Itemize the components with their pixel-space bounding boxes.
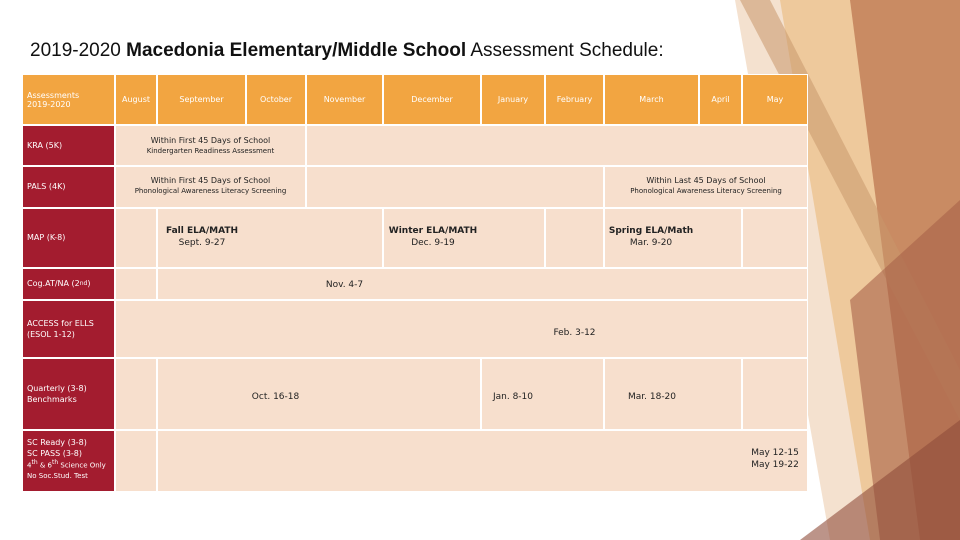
header-assessments: Assessments 2019-2020	[22, 74, 115, 125]
row-label-cogat: Cog.AT/NA (2 nd )	[22, 268, 115, 300]
header-october: October	[246, 74, 306, 125]
header-december: December	[383, 74, 481, 125]
pals-spring-text: Within Last 45 Days of School Phonological Awareness Literacy Screening	[630, 176, 782, 195]
scready-main-cell	[157, 430, 808, 492]
cogat-dates-text: Nov. 4-7	[325, 280, 364, 290]
quarterly-jan-text: Jan. 8-10	[492, 392, 534, 402]
cogat-main-cell	[157, 268, 808, 300]
row-label-scready: SC Ready (3-8) SC PASS (3-8) 4th & 6th Science Only No Soc.Stud. Test	[22, 430, 115, 492]
kra-nov-may-cell	[306, 125, 808, 166]
quarterly-fall-cell	[157, 358, 481, 430]
map-spring-text: Spring ELA/Math Mar. 9-20	[608, 226, 694, 249]
access-dates-text: Feb. 3-12	[553, 328, 596, 338]
map-fall-text: Fall ELA/MATH Sept. 9-27	[165, 226, 239, 249]
kra-window-text: Within First 45 Days of School Kindergarten Readiness Assessment	[146, 136, 275, 155]
pals-mid-cell	[306, 166, 604, 208]
row-label-quarterly: Quarterly (3-8) Benchmarks	[22, 358, 115, 430]
cogat-aug-cell	[115, 268, 157, 300]
assessment-schedule-table	[22, 74, 808, 492]
scready-aug-cell	[115, 430, 157, 492]
header-april: April	[699, 74, 742, 125]
quarterly-aug-cell	[115, 358, 157, 430]
header-february: February	[545, 74, 604, 125]
row-label-pals: PALS (4K)	[22, 166, 115, 208]
map-may-cell	[742, 208, 808, 268]
map-winter-text: Winter ELA/MATH Dec. 9-19	[388, 226, 478, 249]
row-label-map: MAP (K-8)	[22, 208, 115, 268]
header-may: May	[742, 74, 808, 125]
header-august: August	[115, 74, 157, 125]
quarterly-mar-text: Mar. 18-20	[627, 392, 677, 402]
row-label-access: ACCESS for ELLS (ESOL 1-12)	[22, 300, 115, 358]
scready-may-text: May 12-15 May 19-22	[751, 448, 799, 471]
quarterly-oct-text: Oct. 16-18	[251, 392, 300, 402]
header-march: March	[604, 74, 699, 125]
header-january: January	[481, 74, 545, 125]
header-september: September	[157, 74, 246, 125]
header-november: November	[306, 74, 383, 125]
quarterly-may-cell	[742, 358, 808, 430]
pals-fall-text: Within First 45 Days of School Phonological Awareness Literacy Screening	[134, 176, 287, 195]
access-main-cell	[115, 300, 808, 358]
row-label-kra: KRA (5K)	[22, 125, 115, 166]
page-title: 2019-2020 Macedonia Elementary/Middle School Assessment Schedule:	[30, 40, 664, 61]
